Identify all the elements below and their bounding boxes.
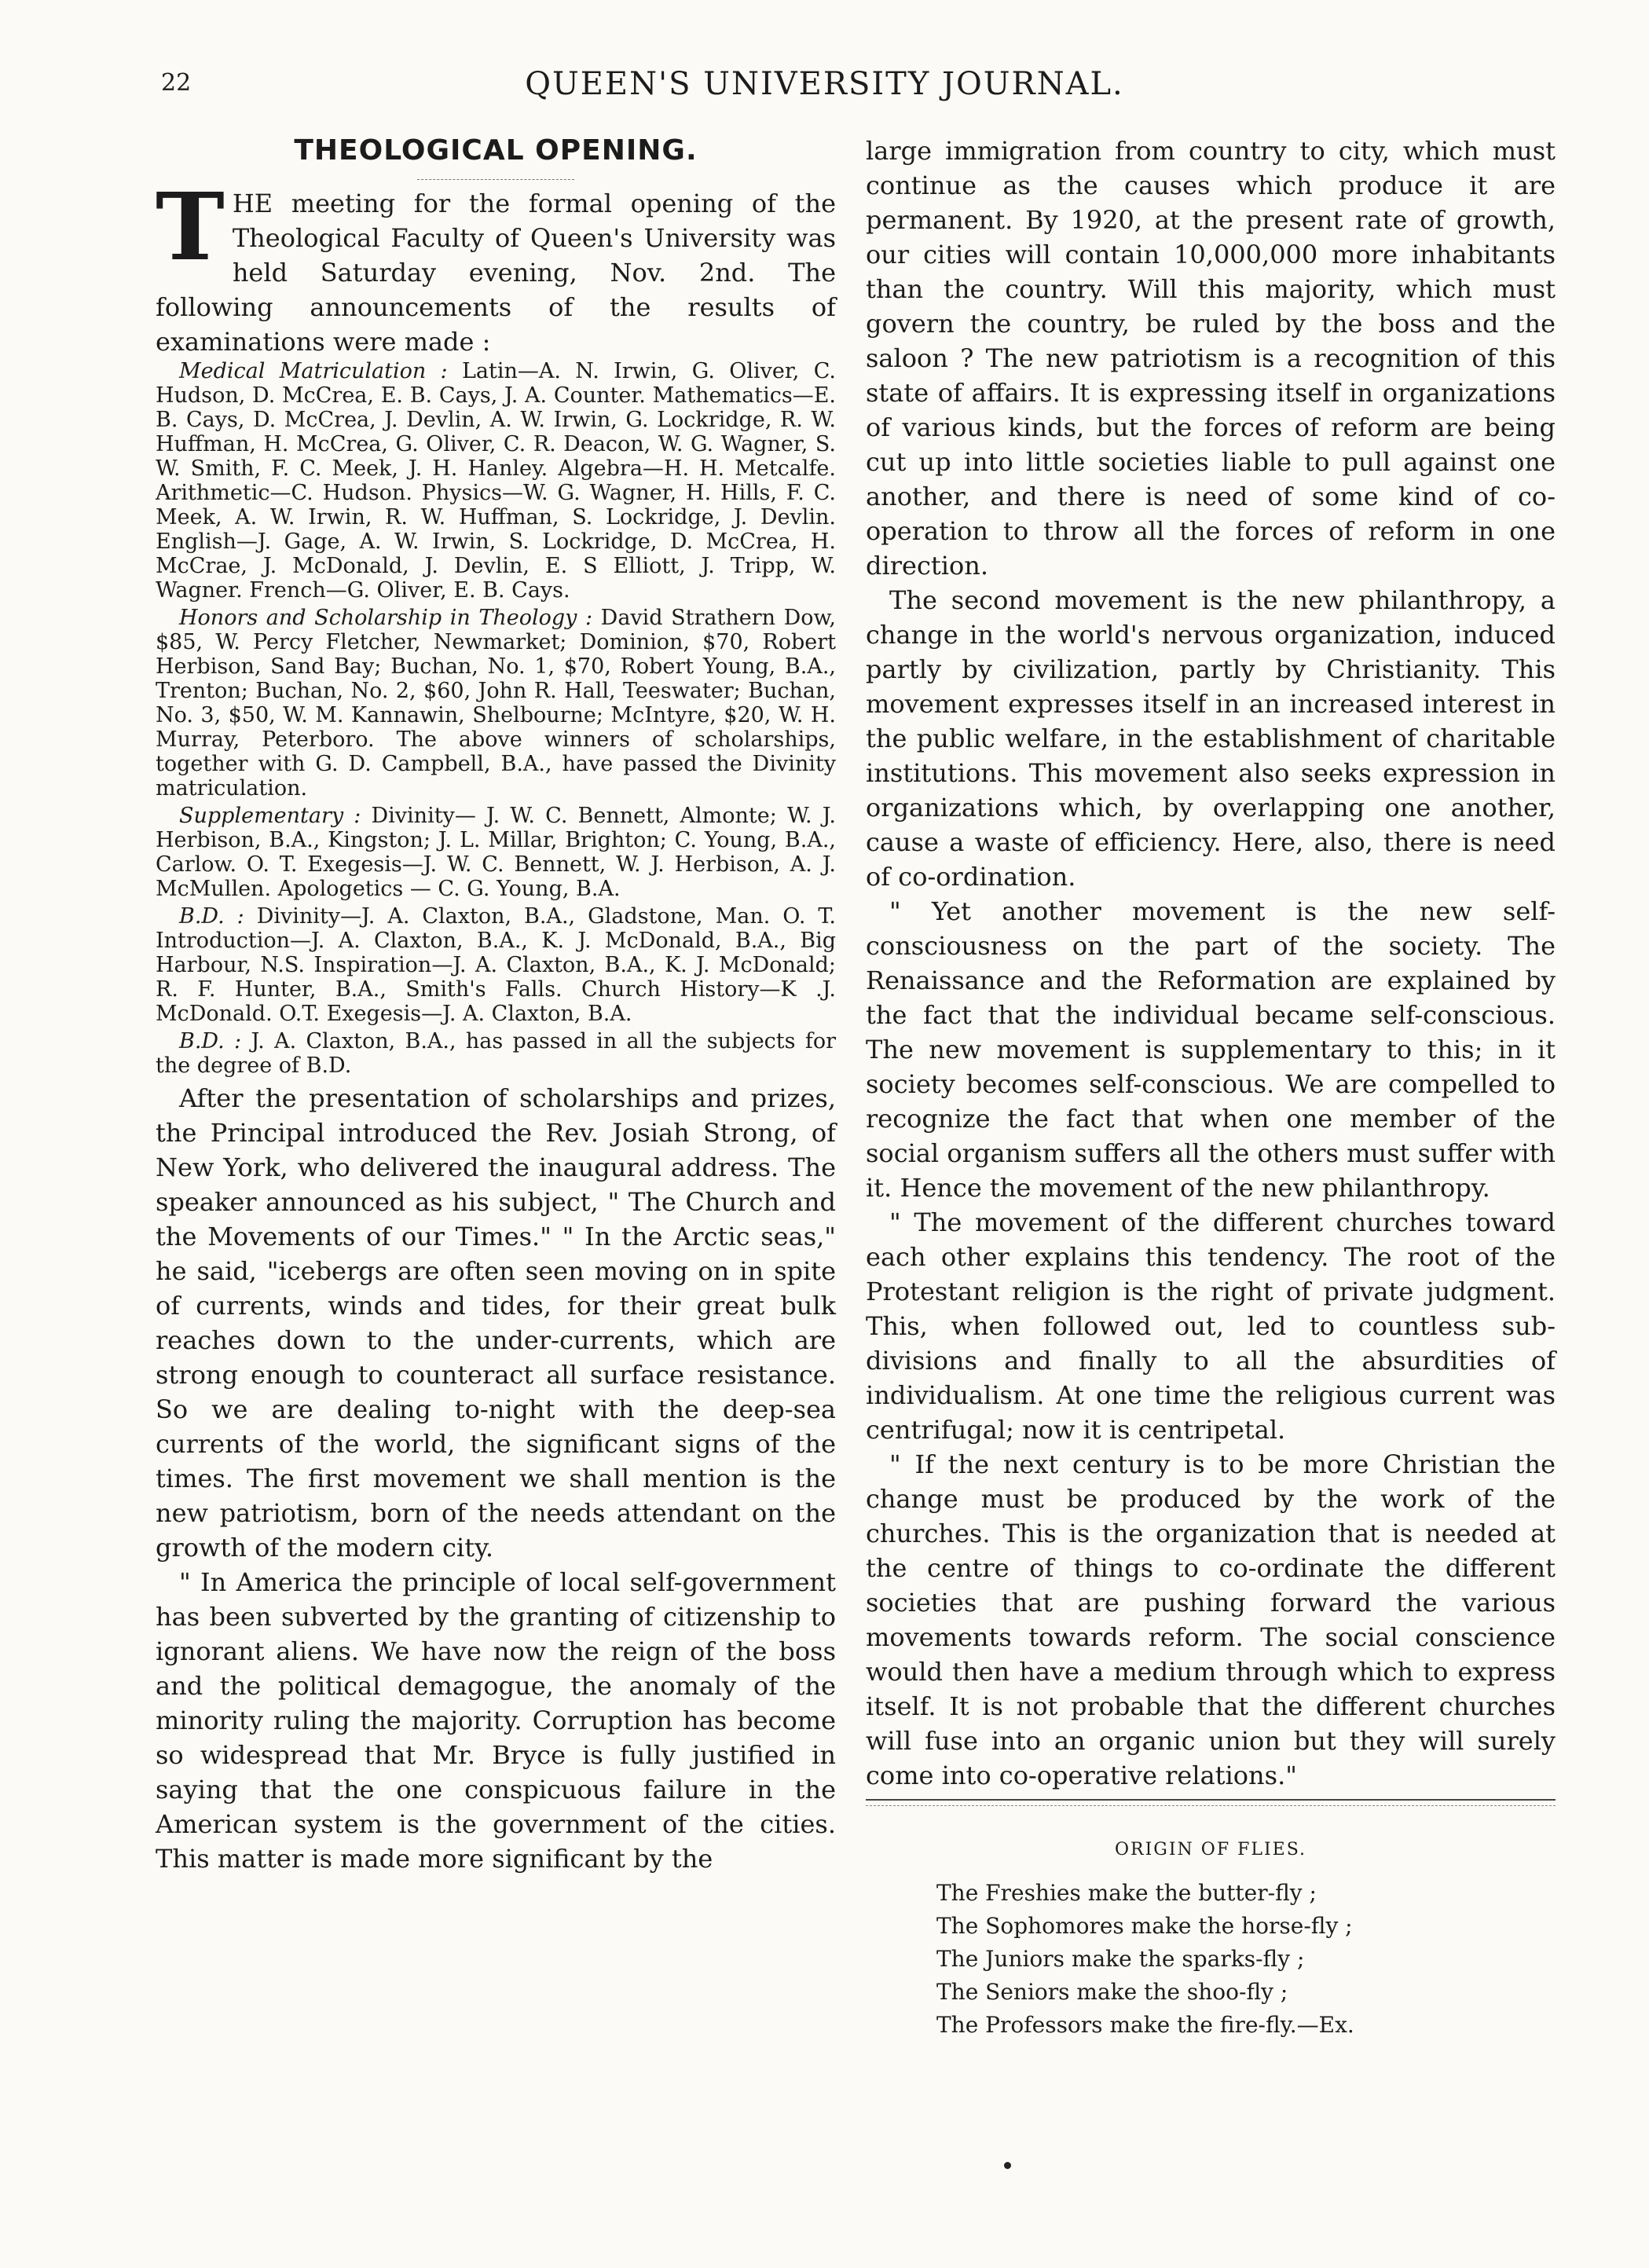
result-text: Divinity—J. A. Claxton, B.A., Gladstone, Man. O. T. Introduction—J. A. Claxton, B.A., K. J. McDonald, B.A., Big Harbour, N.S. Inspiration—J. A. Claxton, B.A., K. J. McDonald; R. F. Hunter, B.A., Smith's Falls. Church History—K .J. McDonald. O.T. Exegesis—J. A. Claxton, B.A. xyxy=(156,904,836,1026)
left-column xyxy=(156,134,836,1876)
body-paragraph: " Yet another movement is the new self-consciousness on the part of the society. The Renaissance and the Reformation are explained by the fact that the individual became self-conscious. The new movement is supplementary to this; in it society becomes self-conscious. We are compelled to recognize the fact that when one member of the social organism suffers all the others must suffer with it. Hence the movement of the new philanthropy. xyxy=(866,896,1556,1203)
poem-line: The Juniors make the sparks-fly ; xyxy=(936,1946,1305,1972)
drop-cap: T xyxy=(156,172,225,281)
result-text: Latin—A. N. Irwin, G. Oliver, C. Hudson, D. McCrea, E. B. Cays, J. A. Counter. Mathematics—E. B. Cays, D. McCrea, J. Devlin, A. W. Irwin, G. Lockridge, R. W. Huffman, H. McCrea, G. Oliver, C. R. Deacon, W. G. Wagner, S. W. Smith, F. C. Meek, J. H. Hanley. Algebra—H. H. Metcalfe. Arithmetic—C. Hudson. Physics—W. G. Wagner, H. Hills, F. C. Meek, A. W. Irwin, R. W. Huffman, S. Lockridge, J. Devlin. English—J. Gage, A. W. Irwin, S. Lockridge, D. McCrea, H. McCrae, J. McDonald, J. Devlin, E. S Elliott, J. Tripp, W. Wagner. French—G. Oliver, E. B. Cays. xyxy=(156,359,836,603)
result-honors-scholarship xyxy=(156,606,836,801)
result-label: Supplementary : xyxy=(179,804,361,828)
poem xyxy=(936,1877,1556,2042)
article-title: THEOLOGICAL OPENING. xyxy=(294,134,698,167)
result-text: J. A. Claxton, B.A., has passed in all the subjects for the degree of B.D. xyxy=(156,1029,836,1078)
title-rule xyxy=(417,179,574,180)
poem-title: ORIGIN OF FLIES. xyxy=(1115,1840,1306,1859)
result-label: Medical Matriculation : xyxy=(179,359,448,383)
result-label: Honors and Scholarship in Theology : xyxy=(179,606,593,630)
ink-dot xyxy=(1004,2162,1011,2169)
result-bd-degree xyxy=(156,1029,836,1078)
right-column xyxy=(866,134,1556,2042)
running-head: QUEEN'S UNIVERSITY JOURNAL. xyxy=(525,66,1124,102)
result-text: Divinity— J. W. C. Bennett, Almonte; W. J. Herbison, B.A., Kingston; J. L. Millar, Brighton; C. Young, B.A., Carlow. O. T. Exegesis—J. W. C. Bennett, W. J. Herbison, A. J. McMullen. Apologetics — C. G. Young, B.A. xyxy=(156,804,837,901)
poem-line: The Professors make the fire-fly.—Ex. xyxy=(936,2012,1354,2038)
page-number: 22 xyxy=(161,69,192,97)
poem-line: The Freshies make the butter-fly ; xyxy=(936,1880,1317,1906)
result-bd-subjects xyxy=(156,904,836,1026)
poem-line: The Seniors make the shoo-fly ; xyxy=(936,1979,1288,2005)
body-paragraph: After the presentation of scholarships and prizes, the Principal introduced the Rev. Josiah Strong, of New York, who delivered the inaugural address. The speaker announced as his subject, " The Church and the Movements of our Times." " In the Arctic seas," he said, "icebergs are often seen moving on in spite of currents, winds and tides, for their great bulk reaches down to the under-currents, which are strong enough to counteract all surface resistance. So we are dealing to-night with the deep-sea currents of the world, the significant signs of the times. The first movement we shall mention is the new patriotism, born of the needs attendant on the growth of the modern city. xyxy=(156,1083,836,1563)
result-label: B.D. : xyxy=(179,904,244,929)
result-text: David Strathern Dow, $85, W. Percy Fletcher, Newmarket; Dominion, $70, Robert Herbison, Sand Bay; Buchan, No. 1, $70, Robert Young, B.A., Trenton; Buchan, No. 2, $60, John R. Hall, Teeswater; Buchan, No. 3, $50, W. M. Kannawin, Shelbourne; McIntyre, $20, W. H. Murray, Peterboro. The above winners of scholarships, together with G. D. Campbell, B.A., have passed the Divinity matriculation. xyxy=(156,606,836,801)
result-supplementary xyxy=(156,804,836,901)
body-paragraph: " In America the principle of local self-government has been subverted by the granting of citizenship to ignorant aliens. We have now the reign of the boss and the political demagogue, the anomaly of the minority ruling the majority. Corruption has become so widespread that Mr. Bryce is fully justified in saying that the one conspicuous failure in the American system is the government of the cities. This matter is made more significant by the xyxy=(156,1567,836,1874)
poem-line: The Sophomores make the horse-fly ; xyxy=(936,1913,1353,1939)
result-medical-matriculation xyxy=(156,359,836,603)
body-paragraph: " The movement of the different churches toward each other explains this tendency. The root of the Protestant religion is the right of private judgment. This, when followed out, led to countless sub-divisions and finally to all the absurdities of individualism. At one time the religious current was centrifugal; now it is centripetal. xyxy=(866,1207,1556,1445)
body-paragraph-continued: large immigration from country to city, which must continue as the causes which produce it are permanent. By 1920, at the present rate of growth, our cities will contain 10,000,000 more inhabitants than the country. Will this majority, which must govern the country, be ruled by the boss and the saloon ? The new patriotism is a recognition of this state of affairs. It is expressing itself in organizations of various kinds, but the forces of reform are being cut up into little societies liable to pull against one another, and there is need of some kind of co-operation to throw all the forces of reform in one direction. xyxy=(866,136,1556,581)
result-label: B.D. : xyxy=(179,1029,242,1053)
intro-text: HE meeting for the formal opening of the Theological Faculty of Queen's University was held Saturday evening, Nov. 2nd. The following announcements of the results of examinations were made : xyxy=(156,189,836,357)
body-paragraph: The second movement is the new philanthropy, a change in the world's nervous organization, induced partly by civilization, partly by Christianity. This movement expresses itself in an increased interest in the public welfare, in the establishment of charitable institutions. This movement also seeks expression in organizations which, by overlapping one another, cause a waste of efficiency. Here, also, there is need of co-ordination. xyxy=(866,585,1556,892)
section-divider xyxy=(866,1799,1556,1801)
section-divider-dashed xyxy=(866,1805,1556,1806)
article-intro xyxy=(156,172,836,359)
body-paragraph: " If the next century is to be more Christian the change must be produced by the work of the churches. This is the organization that is needed at the centre of things to co-ordinate the different societies that are pushing forward the various movements towards reform. The social conscience would then have a medium through which to express itself. It is not probable that the different churches will fuse into an organic union but they will surely come into co-operative relations." xyxy=(866,1449,1556,1790)
